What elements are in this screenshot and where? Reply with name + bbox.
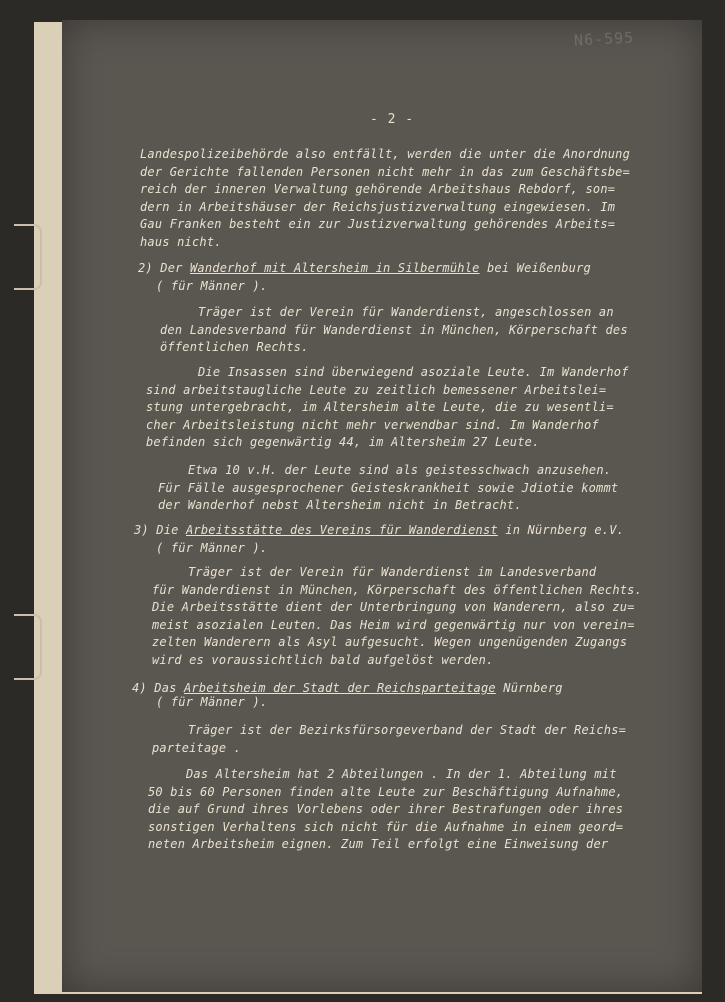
paragraph: Träger ist der Verein für Wanderdienst im Landesverband für Wanderdienst in München, Körperschaft des öffentlichen Rechts. Die Arbeitsstätte dient der Unterbringung von Wanderern, also zu= meist asozialen Leuten. Das Heim wird gegenwärtig nur von verein= zelten Wanderern als Asyl aufgesucht. Wegen ungenügenden Zugangs wird es voraussichtlich bald aufgelöst werden. <box>152 565 643 667</box>
section-heading-3: 3) Die Arbeitsstätte des Vereins für Wanderdienst in Nürnberg e.V. <box>134 523 625 537</box>
paragraph: Träger ist der Verein für Wanderdienst, angeschlossen an den Landesverband für Wanderdienst in München, Körperschaft des öffentlichen Rechts. <box>160 305 628 354</box>
section-subheading-2: ( für Männer ). <box>156 279 268 293</box>
section-subheading-4: ( für Männer ). <box>156 695 268 709</box>
section-subheading-3: ( für Männer ). <box>156 541 268 555</box>
paragraph: Träger ist der Bezirksfürsorgeverband der Stadt der Reichs= parteitage . <box>152 723 627 755</box>
page-number: - 2 - <box>370 112 415 127</box>
binder-tab <box>14 614 42 680</box>
paragraph: Etwa 10 v.H. der Leute sind als geistesschwach anzusehen. Für Fälle ausgesprochener Geisteskrankheit sowie Jdiotie kommt der Wanderhof nebst Altersheim nicht in Betracht. <box>158 463 619 512</box>
section-heading-4: 4) Das Arbeitsheim der Stadt der Reichsparteitage Nürnberg <box>132 681 563 695</box>
paragraph: Das Altersheim hat 2 Abteilungen . In der 1. Abteilung mit 50 bis 60 Personen finden alte Leute zur Beschäftigung Aufnahme, die auf Grund ihres Vorlebens oder ihrer Bestrafungen oder ihres sonstigen Verhaltens sich nicht für die Aufnahme in einem geord= neten Arbeitsheim eignen. Zum Teil erfolgt eine Einweisung der <box>148 767 624 851</box>
intro-paragraph: Landespolizeibehörde also entfällt, werden die unter die Anordnung der Gerichte fallenden Personen nicht mehr in das zum Geschäftsbe= reich der inneren Verwaltung gehörende Arbeitshaus Rebdorf, son= dern in Arbeitshäuser der Reichsjustizverwaltung eingewiesen. Im Gau Franken besteht ein zur Justizverwaltung gehörendes Arbeits= haus nicht. <box>140 147 631 249</box>
paragraph: Die Insassen sind überwiegend asoziale Leute. Im Wanderhof sind arbeitstaugliche Leute zu zeitlich bemessener Arbeitslei= stung untergebracht, im Altersheim alte Leute, die zu wesentli= cher Arbeitsleistung nicht mehr verwendbar sind. Im Wanderhof befinden sich gegenwärtig 44, im Altersheim 27 Leute. <box>146 365 629 449</box>
binder-tab <box>14 224 42 290</box>
section-heading-2: 2) Der Wanderhof mit Altersheim in Silbermühle bei Weißenburg <box>138 261 591 275</box>
archive-stamp: N6-595 <box>573 28 635 50</box>
